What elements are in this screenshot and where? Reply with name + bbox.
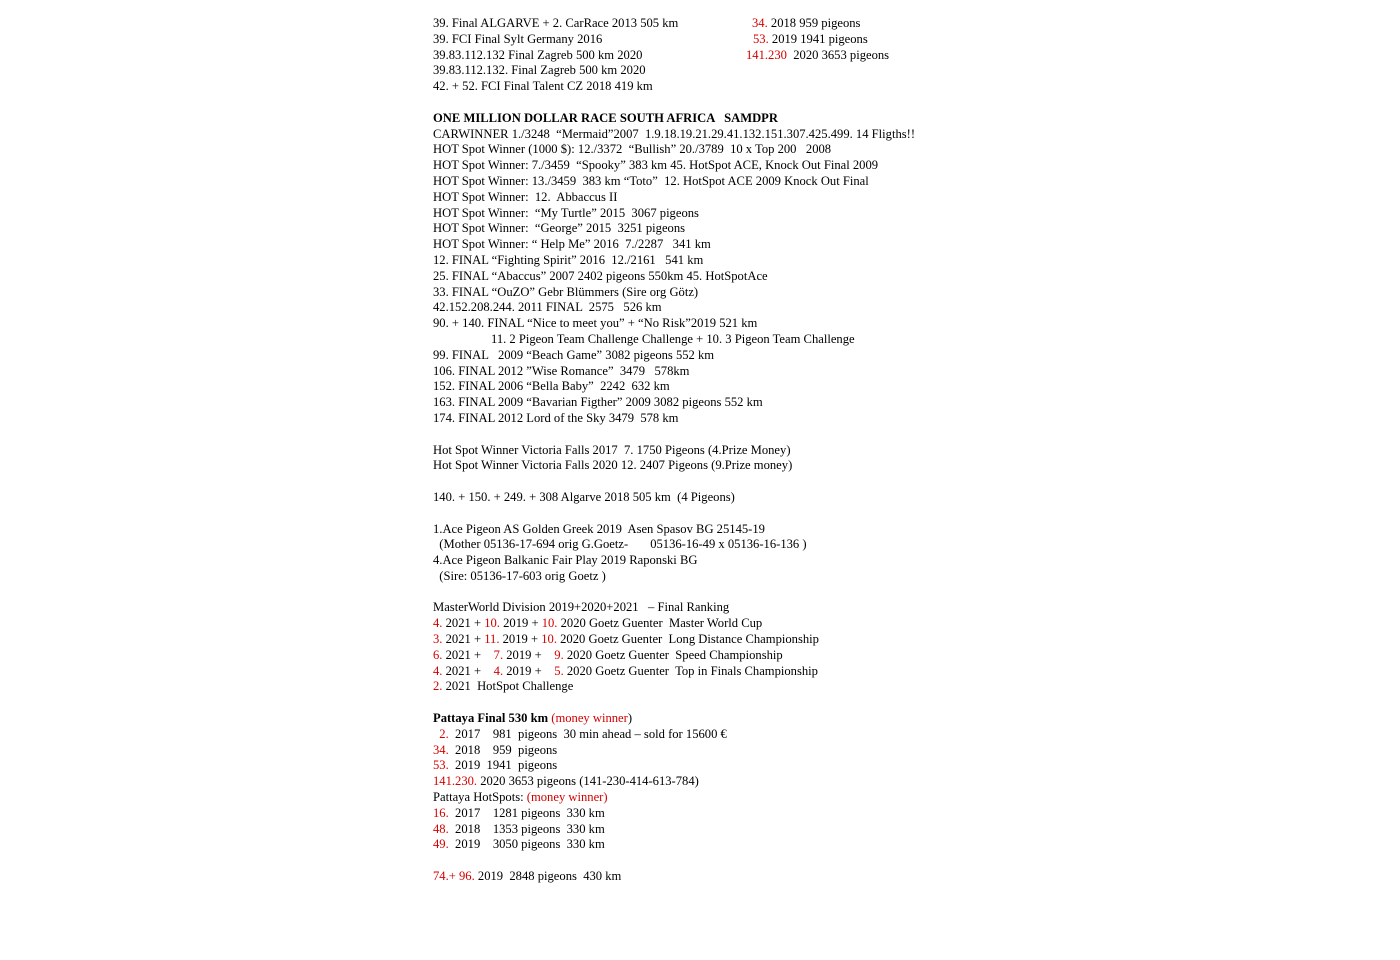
result-line: 39.83.112.132. Final Zagreb 500 km 2020 (433, 63, 646, 78)
result-line: 39. FCI Final Sylt Germany 2016 (433, 31, 603, 46)
result-line: HOT Spot Winner: “ Help Me” 2016 7./2287 341 km (433, 237, 711, 252)
pattaya-row: 2. 2017 981 pigeons 30 min ahead – sold for 15600 € (433, 726, 727, 741)
result-line: HOT Spot Winner: 13./3459 383 km “Toto” 12. HotSpot ACE 2009 Knock Out Final (433, 173, 869, 188)
pattaya-heading: Pattaya Final 530 km (money winner) (433, 711, 633, 726)
ace-line: 4.Ace Pigeon Balkanic Fair Play 2019 Raponski BG (433, 553, 698, 568)
result-line: 152. FINAL 2006 “Bella Baby” 2242 632 km (433, 379, 670, 394)
hotspot-row: 16. 2017 1281 pigeons 330 km (433, 805, 605, 820)
ranking-row: 2. 2021 HotSpot Challenge (433, 679, 574, 694)
hotspot-row: 49. 2019 3050 pigeons 330 km (433, 837, 605, 852)
section-heading-samdpr: ONE MILLION DOLLAR RACE SOUTH AFRICA SAMDPR (433, 110, 778, 125)
result-line: 174. FINAL 2012 Lord of the Sky 3479 578 km (433, 410, 679, 425)
result-line: HOT Spot Winner: 7./3459 “Spooky” 383 km 45. HotSpot ACE, Knock Out Final 2009 (433, 158, 879, 173)
result-line: 140. + 150. + 249. + 308 Algarve 2018 505 km (4 Pigeons) (433, 489, 735, 504)
result-line: 12. FINAL “Fighting Spirit” 2016 12./2161 541 km (433, 252, 704, 267)
hotspot-row: 48. 2018 1353 pigeons 330 km (433, 821, 605, 836)
result-line: 39.83.112.132 Final Zagreb 500 km 2020 (433, 47, 643, 62)
result-line: CARWINNER 1./3248 “Mermaid”2007 1.9.18.19.21.29.41.132.151.307.425.499. 14 Fligths!! (433, 126, 916, 141)
masterworld-heading: MasterWorld Division 2019+2020+2021 – Final Ranking (433, 600, 730, 615)
side-row: 53. 2019 1941 pigeons (753, 31, 868, 46)
result-line: Hot Spot Winner Victoria Falls 2017 7. 1750 Pigeons (4.Prize Money) (433, 442, 791, 457)
pattaya-hotspots-heading: Pattaya HotSpots: (money winner) (433, 790, 608, 805)
side-row: 141.230 2020 3653 pigeons (746, 47, 890, 62)
result-line: 25. FINAL “Abaccus” 2007 2402 pigeons 550km 45. HotSpotAce (433, 268, 768, 283)
ace-line: (Mother 05136-17-694 orig G.Goetz- 05136-16-49 x 05136-16-136 ) (433, 537, 807, 552)
result-line: 42.152.208.244. 2011 FINAL 2575 526 km (433, 300, 662, 315)
ranking-row: 4. 2021 + 4. 2019 + 5. 2020 Goetz Guenter Top in Finals Championship (433, 663, 818, 678)
result-line: 74.+ 96. 2019 2848 pigeons 430 km (433, 869, 622, 884)
result-line: 163. FINAL 2009 “Bavarian Figther” 2009 3082 pigeons 552 km (433, 395, 763, 410)
results-list (433, 16, 993, 885)
result-line: 90. + 140. FINAL “Nice to meet you” + “No Risk”2019 521 km (433, 316, 758, 331)
pattaya-row: 34. 2018 959 pigeons (433, 742, 558, 757)
result-line: 39. Final ALGARVE + 2. CarRace 2013 505 km (433, 16, 679, 30)
result-line: 42. + 52. FCI Final Talent CZ 2018 419 km (433, 79, 653, 94)
result-line: Hot Spot Winner Victoria Falls 2020 12. 2407 Pigeons (9.Prize money) (433, 458, 793, 473)
side-row: 34. 2018 959 pigeons (752, 16, 861, 30)
result-line: 106. FINAL 2012 ”Wise Romance” 3479 578km (433, 363, 690, 378)
result-line-indented: 11. 2 Pigeon Team Challenge Challenge + 10. 3 Pigeon Team Challenge (491, 331, 855, 346)
pattaya-row: 141.230. 2020 3653 pigeons (141-230-414-613-784) (433, 774, 699, 789)
top-side-column (746, 16, 889, 63)
ranking-row: 6. 2021 + 7. 2019 + 9. 2020 Goetz Guenter Speed Championship (433, 647, 783, 662)
ace-line: (Sire: 05136-17-603 orig Goetz ) (433, 568, 606, 583)
result-line: 33. FINAL “OuZO” Gebr Blümmers (Sire org Götz) (433, 284, 699, 299)
result-line: HOT Spot Winner: 12. Abbaccus II (433, 189, 618, 204)
pattaya-row: 53. 2019 1941 pigeons (433, 758, 558, 773)
result-line: 99. FINAL 2009 “Beach Game” 3082 pigeons 552 km (433, 347, 715, 362)
ranking-row: 4. 2021 + 10. 2019 + 10. 2020 Goetz Guenter Master World Cup (433, 616, 763, 631)
result-line: HOT Spot Winner: “George” 2015 3251 pigeons (433, 221, 686, 236)
ace-line: 1.Ace Pigeon AS Golden Greek 2019 Asen Spasov BG 25145-19 (433, 521, 765, 536)
ranking-row: 3. 2021 + 11. 2019 + 10. 2020 Goetz Guenter Long Distance Championship (433, 632, 819, 647)
result-line: HOT Spot Winner: “My Turtle” 2015 3067 pigeons (433, 205, 699, 220)
result-line: HOT Spot Winner (1000 $): 12./3372 “Bullish” 20./3789 10 x Top 200 2008 (433, 142, 832, 157)
